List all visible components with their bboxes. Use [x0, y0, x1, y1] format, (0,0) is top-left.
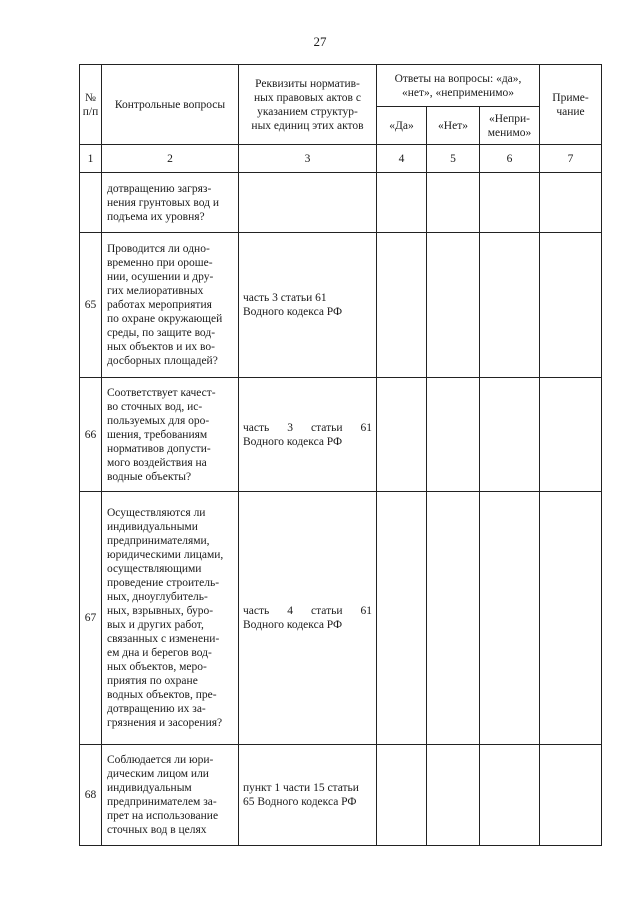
- answer-na-cell[interactable]: [480, 233, 540, 378]
- answer-na-cell[interactable]: [480, 378, 540, 492]
- row-number: 65: [80, 233, 102, 378]
- column-number-row: [80, 145, 602, 173]
- question-text: Соответствует качест- во сточных вод, ис- пользуемых для оро- шения, требованиям нормативов допусти- мого воздействия на водные объекты?: [102, 378, 239, 492]
- note-cell[interactable]: [540, 378, 602, 492]
- answer-no-cell[interactable]: [427, 233, 480, 378]
- header-requisites: Реквизиты норматив- ных правовых актов с указанием структур- ных единиц этих актов: [239, 65, 377, 145]
- answer-yes-cell[interactable]: [377, 492, 427, 745]
- requisites-cell: пункт 1 части 15 статьи 65 Водного кодекса РФ: [239, 745, 377, 846]
- page-number: 27: [313, 34, 327, 49]
- table-row: [80, 492, 602, 745]
- header-questions: Контрольные вопросы: [102, 65, 239, 145]
- col-number: 7: [540, 145, 602, 173]
- answer-na-cell[interactable]: [480, 745, 540, 846]
- header-no: «Нет»: [427, 107, 480, 145]
- header-answers-group: Ответы на вопросы: «да», «нет», «неприменимо»: [377, 65, 540, 107]
- answer-yes-cell[interactable]: [377, 745, 427, 846]
- question-text: Осуществляются ли индивидуальными предпринимателями, юридическими лицами, осуществляющими проведение строитель- ных, дноуглубитель- ных, взрывных, буро- вых и других работ, связанных с изменени- ем дна и берегов вод- ных объектов, меро- приятия по охране водных объектов, пре- дотвращению их за- грязнения и засорения?: [102, 492, 239, 745]
- col-number: 5: [427, 145, 480, 173]
- col-number: 1: [80, 145, 102, 173]
- requisites-cell: часть 3 статьи 61 Водного кодекса РФ: [239, 378, 377, 492]
- answer-na-cell[interactable]: [480, 492, 540, 745]
- header-na: «Непри- менимо»: [480, 107, 540, 145]
- col-number: 6: [480, 145, 540, 173]
- header-note: Приме- чание: [540, 65, 602, 145]
- question-text: дотвращению загряз- нения грунтовых вод и подъема их уровня?: [102, 173, 239, 233]
- requisites-cell: часть 3 статьи 61 Водного кодекса РФ: [239, 233, 377, 378]
- row-number: [80, 173, 102, 233]
- answer-no-cell[interactable]: [427, 173, 480, 233]
- header-num: № п/п: [80, 65, 102, 145]
- col-number: 2: [102, 145, 239, 173]
- control-questions-table: [79, 64, 602, 846]
- table-row: [80, 745, 602, 846]
- note-cell[interactable]: [540, 233, 602, 378]
- answer-yes-cell[interactable]: [377, 173, 427, 233]
- col-number: 3: [239, 145, 377, 173]
- note-cell[interactable]: [540, 492, 602, 745]
- row-number: 67: [80, 492, 102, 745]
- row-number: 66: [80, 378, 102, 492]
- table-row: [80, 378, 602, 492]
- answer-no-cell[interactable]: [427, 492, 480, 745]
- answer-na-cell[interactable]: [480, 173, 540, 233]
- requisites-cell: [239, 173, 377, 233]
- question-text: Соблюдается ли юри- дическим лицом или индивидуальным предпринимателем за- прет на использование сточных вод в целях: [102, 745, 239, 846]
- table-row: [80, 233, 602, 378]
- table-row: [80, 173, 602, 233]
- answer-no-cell[interactable]: [427, 745, 480, 846]
- row-number: 68: [80, 745, 102, 846]
- requisites-cell: часть 4 статьи 61 Водного кодекса РФ: [239, 492, 377, 745]
- note-cell[interactable]: [540, 745, 602, 846]
- answer-yes-cell[interactable]: [377, 378, 427, 492]
- answer-yes-cell[interactable]: [377, 233, 427, 378]
- question-text: Проводится ли одно- временно при ороше- нии, осушении и дру- гих мелиоративных работах мероприятия по охране окружающей среды, по защите вод- ных объектов и их во- досборных площадей?: [102, 233, 239, 378]
- answer-no-cell[interactable]: [427, 378, 480, 492]
- header-yes: «Да»: [377, 107, 427, 145]
- col-number: 4: [377, 145, 427, 173]
- note-cell[interactable]: [540, 173, 602, 233]
